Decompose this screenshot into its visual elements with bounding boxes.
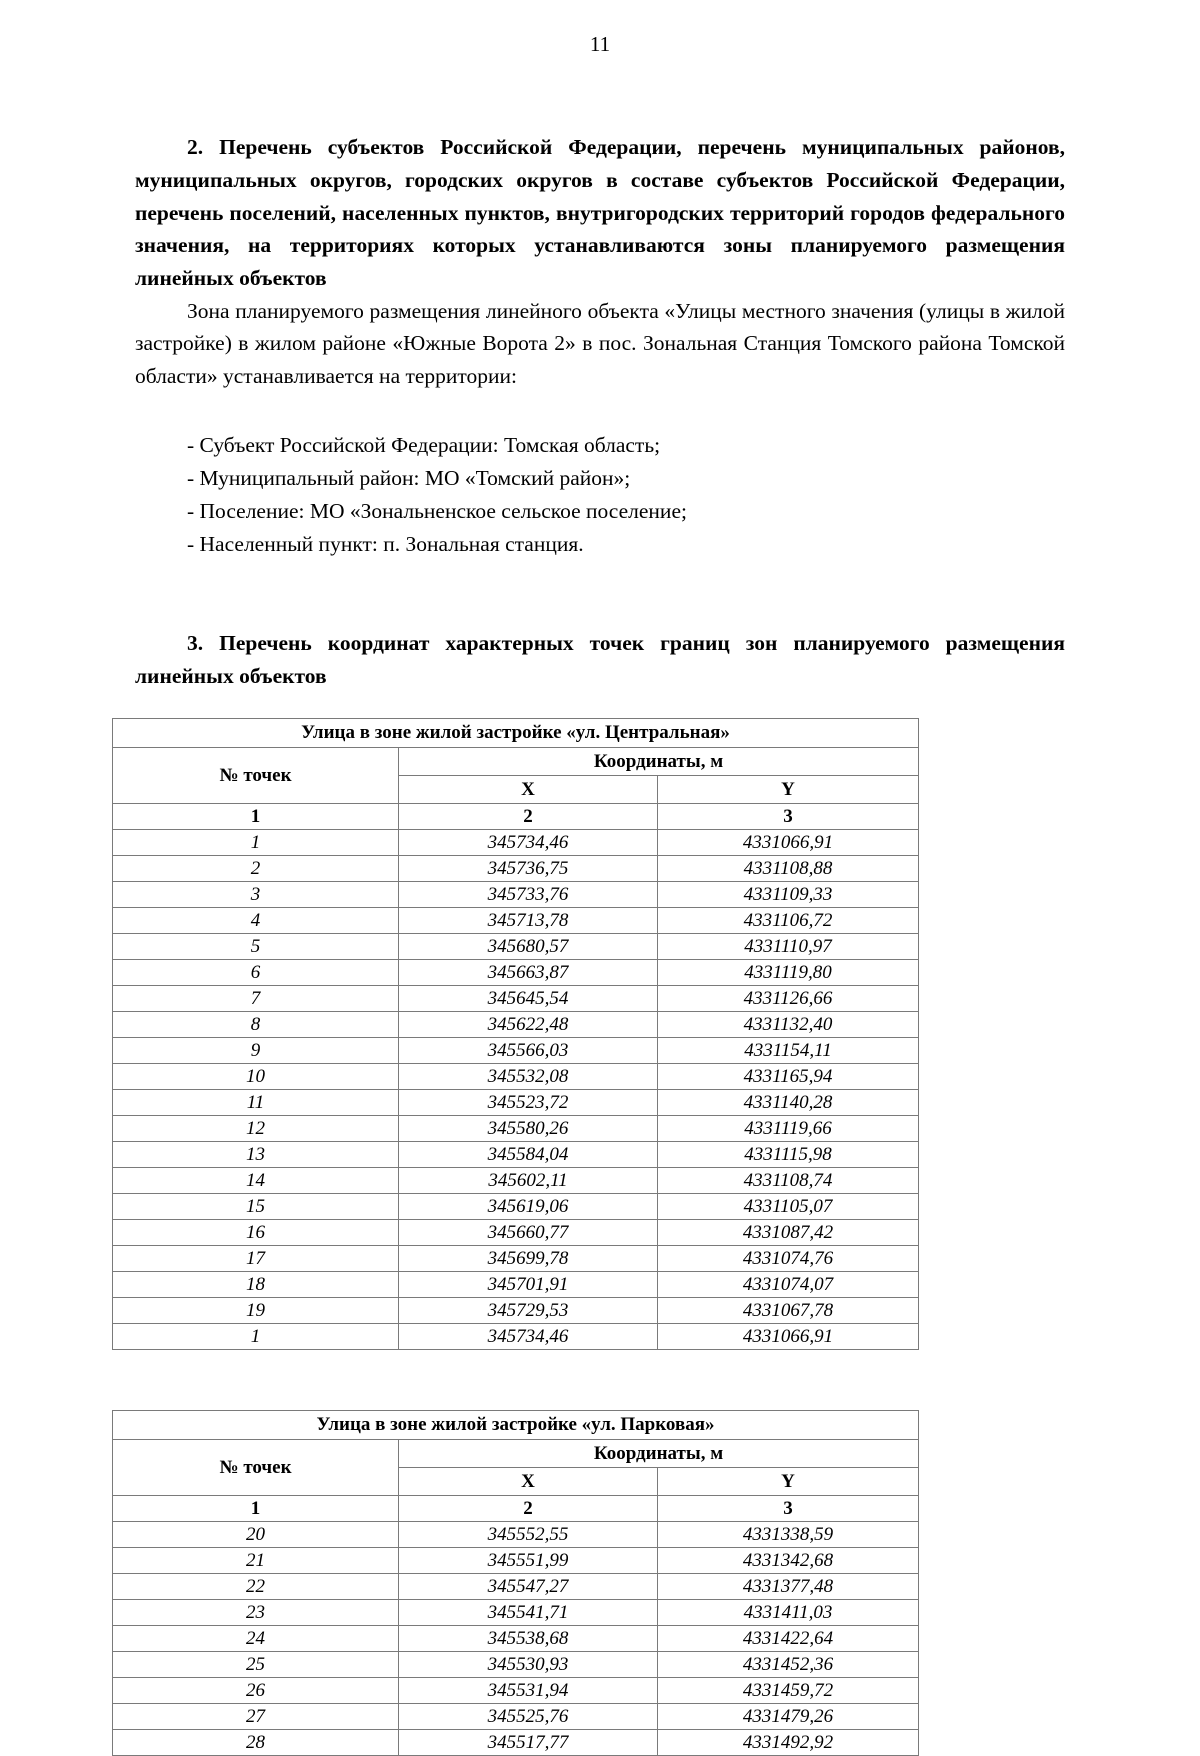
cell-x: 345552,55 xyxy=(399,1522,658,1548)
cell-y: 4331338,59 xyxy=(658,1522,919,1548)
table-column-number-row xyxy=(113,804,919,830)
cell-x: 345736,75 xyxy=(399,856,658,882)
cell-y: 4331067,78 xyxy=(658,1298,919,1324)
cell-y: 4331479,26 xyxy=(658,1704,919,1730)
table-row xyxy=(113,960,919,986)
table-row xyxy=(113,1652,919,1678)
cell-y: 4331459,72 xyxy=(658,1678,919,1704)
table-row xyxy=(113,1064,919,1090)
table-row xyxy=(113,1090,919,1116)
section-heading-2: 2. Перечень субъектов Российской Федерации, перечень муниципальных районов, муниципальных округов, городских округов в составе субъектов Российской Федерации, перечень поселений, населенных пунктов, внутригородских территорий городов федерального значения, на территориях которых устанавливаются зоны планируемого размещения линейных объектов xyxy=(135,135,1065,290)
cell-y: 4331074,07 xyxy=(658,1272,919,1298)
cell-point: 5 xyxy=(113,934,399,960)
table-title-row xyxy=(113,1411,919,1440)
table-row xyxy=(113,830,919,856)
cell-x: 345532,08 xyxy=(399,1064,658,1090)
cell-point: 19 xyxy=(113,1298,399,1324)
cell-point: 11 xyxy=(113,1090,399,1116)
header-x: X xyxy=(399,1468,658,1496)
cell-x: 345729,53 xyxy=(399,1298,658,1324)
cell-y: 4331066,91 xyxy=(658,1324,919,1350)
cell-y: 4331110,97 xyxy=(658,934,919,960)
table-title: Улица в зоне жилой застройке «ул. Парковая» xyxy=(113,1411,919,1440)
cell-point: 20 xyxy=(113,1522,399,1548)
cell-x: 345622,48 xyxy=(399,1012,658,1038)
table-spacer xyxy=(0,1350,1200,1384)
table-row xyxy=(113,1574,919,1600)
cell-y: 4331087,42 xyxy=(658,1220,919,1246)
cell-y: 4331126,66 xyxy=(658,986,919,1012)
cell-point: 24 xyxy=(113,1626,399,1652)
cell-point: 8 xyxy=(113,1012,399,1038)
header-points: № точек xyxy=(113,1440,399,1496)
column-number-2: 2 xyxy=(399,1496,658,1522)
table-row xyxy=(113,856,919,882)
table-title-row xyxy=(113,719,919,748)
cell-y: 4331119,80 xyxy=(658,960,919,986)
cell-y: 4331105,07 xyxy=(658,1194,919,1220)
cell-x: 345734,46 xyxy=(399,830,658,856)
header-coordinates: Координаты, м xyxy=(399,1440,919,1468)
cell-y: 4331452,36 xyxy=(658,1652,919,1678)
cell-point: 2 xyxy=(113,856,399,882)
column-number-1: 1 xyxy=(113,804,399,830)
page-number: 11 xyxy=(589,32,611,56)
header-points: № точек xyxy=(113,748,399,804)
section-heading-3: 3. Перечень координат характерных точек границ зон планируемого размещения линейных объектов xyxy=(135,631,1065,688)
table-row xyxy=(113,986,919,1012)
table-row xyxy=(113,1194,919,1220)
cell-y: 4331154,11 xyxy=(658,1038,919,1064)
cell-x: 345551,99 xyxy=(399,1548,658,1574)
table-row xyxy=(113,1704,919,1730)
cell-y: 4331106,72 xyxy=(658,908,919,934)
cell-point: 18 xyxy=(113,1272,399,1298)
cell-x: 345733,76 xyxy=(399,882,658,908)
cell-x: 345619,06 xyxy=(399,1194,658,1220)
cell-point: 13 xyxy=(113,1142,399,1168)
cell-x: 345713,78 xyxy=(399,908,658,934)
table-row xyxy=(113,908,919,934)
table-title: Улица в зоне жилой застройке «ул. Центральная» xyxy=(113,719,919,748)
column-number-3: 3 xyxy=(658,804,919,830)
table-row xyxy=(113,882,919,908)
cell-y: 4331342,68 xyxy=(658,1548,919,1574)
header-coordinates: Координаты, м xyxy=(399,748,919,776)
cell-point: 3 xyxy=(113,882,399,908)
list-item: - Муниципальный район: МО «Томский район»; xyxy=(187,465,631,490)
cell-point: 6 xyxy=(113,960,399,986)
cell-y: 4331377,48 xyxy=(658,1574,919,1600)
table-row xyxy=(113,1220,919,1246)
cell-x: 345680,57 xyxy=(399,934,658,960)
cell-point: 1 xyxy=(113,830,399,856)
cell-point: 22 xyxy=(113,1574,399,1600)
cell-y: 4331132,40 xyxy=(658,1012,919,1038)
cell-y: 4331066,91 xyxy=(658,830,919,856)
cell-x: 345584,04 xyxy=(399,1142,658,1168)
table-row xyxy=(113,1038,919,1064)
cell-x: 345523,72 xyxy=(399,1090,658,1116)
cell-y: 4331119,66 xyxy=(658,1116,919,1142)
cell-y: 4331108,74 xyxy=(658,1168,919,1194)
cell-x: 345660,77 xyxy=(399,1220,658,1246)
cell-y: 4331422,64 xyxy=(658,1626,919,1652)
table-row xyxy=(113,1168,919,1194)
cell-x: 345547,27 xyxy=(399,1574,658,1600)
cell-y: 4331074,76 xyxy=(658,1246,919,1272)
table-column-number-row xyxy=(113,1496,919,1522)
territory-list xyxy=(135,429,1065,561)
cell-point: 23 xyxy=(113,1600,399,1626)
cell-x: 345602,11 xyxy=(399,1168,658,1194)
cell-point: 1 xyxy=(113,1324,399,1350)
cell-x: 345699,78 xyxy=(399,1246,658,1272)
table-header-row xyxy=(113,748,919,776)
cell-y: 4331165,94 xyxy=(658,1064,919,1090)
table-row xyxy=(113,1142,919,1168)
cell-point: 17 xyxy=(113,1246,399,1272)
cell-x: 345663,87 xyxy=(399,960,658,986)
cell-point: 9 xyxy=(113,1038,399,1064)
document-page xyxy=(0,32,1200,1753)
cell-point: 10 xyxy=(113,1064,399,1090)
header-y: Y xyxy=(658,1468,919,1496)
coordinates-table-central xyxy=(112,718,919,1350)
coordinates-table-parkovaya xyxy=(112,1410,919,1756)
section-paragraph-2: Зона планируемого размещения линейного объекта «Улицы местного значения (улицы в жилой застройке) в жилом районе «Южные Ворота 2» в пос. Зональная Станция Томского района Томской области» устанавливается на территории: xyxy=(135,298,1065,388)
cell-x: 345530,93 xyxy=(399,1652,658,1678)
cell-point: 21 xyxy=(113,1548,399,1574)
list-item: - Поселение: МО «Зональненское сельское поселение; xyxy=(187,498,687,523)
cell-x: 345525,76 xyxy=(399,1704,658,1730)
cell-x: 345541,71 xyxy=(399,1600,658,1626)
table-row xyxy=(113,1272,919,1298)
cell-x: 345734,46 xyxy=(399,1324,658,1350)
list-item: - Субъект Российской Федерации: Томская область; xyxy=(187,432,661,457)
table-row xyxy=(113,1678,919,1704)
cell-point: 26 xyxy=(113,1678,399,1704)
column-number-1: 1 xyxy=(113,1496,399,1522)
cell-y: 4331492,92 xyxy=(658,1730,919,1756)
table-row xyxy=(113,1522,919,1548)
table-header-row xyxy=(113,1440,919,1468)
document-content xyxy=(135,131,1065,692)
cell-x: 345580,26 xyxy=(399,1116,658,1142)
cell-point: 28 xyxy=(113,1730,399,1756)
table-row xyxy=(113,1600,919,1626)
table-row xyxy=(113,1626,919,1652)
table-row xyxy=(113,1012,919,1038)
table-row xyxy=(113,1298,919,1324)
cell-y: 4331108,88 xyxy=(658,856,919,882)
cell-x: 345566,03 xyxy=(399,1038,658,1064)
cell-point: 25 xyxy=(113,1652,399,1678)
cell-y: 4331411,03 xyxy=(658,1600,919,1626)
cell-y: 4331115,98 xyxy=(658,1142,919,1168)
header-x: X xyxy=(399,776,658,804)
list-item: - Населенный пункт: п. Зональная станция. xyxy=(187,531,584,556)
cell-x: 345538,68 xyxy=(399,1626,658,1652)
table-row xyxy=(113,1730,919,1756)
cell-y: 4331109,33 xyxy=(658,882,919,908)
cell-point: 7 xyxy=(113,986,399,1012)
table-row xyxy=(113,934,919,960)
table-row xyxy=(113,1116,919,1142)
table-row xyxy=(113,1548,919,1574)
cell-point: 27 xyxy=(113,1704,399,1730)
cell-point: 15 xyxy=(113,1194,399,1220)
cell-x: 345517,77 xyxy=(399,1730,658,1756)
cell-point: 4 xyxy=(113,908,399,934)
cell-x: 345531,94 xyxy=(399,1678,658,1704)
cell-x: 345645,54 xyxy=(399,986,658,1012)
column-number-2: 2 xyxy=(399,804,658,830)
cell-point: 16 xyxy=(113,1220,399,1246)
cell-y: 4331140,28 xyxy=(658,1090,919,1116)
cell-point: 14 xyxy=(113,1168,399,1194)
cell-point: 12 xyxy=(113,1116,399,1142)
table-row xyxy=(113,1324,919,1350)
table-row xyxy=(113,1246,919,1272)
column-number-3: 3 xyxy=(658,1496,919,1522)
cell-x: 345701,91 xyxy=(399,1272,658,1298)
header-y: Y xyxy=(658,776,919,804)
